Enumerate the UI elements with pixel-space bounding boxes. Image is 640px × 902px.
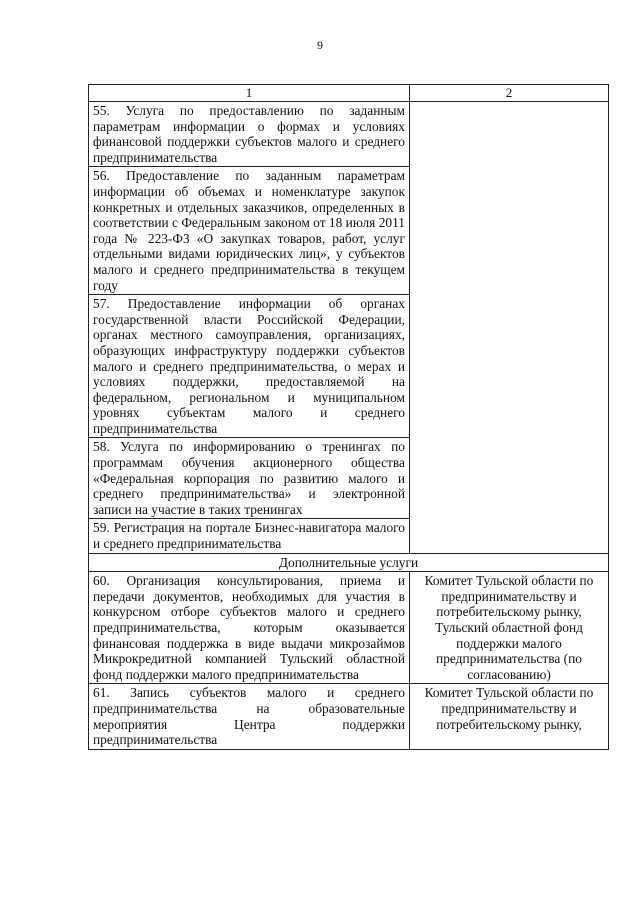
service-cell — [89, 102, 410, 167]
item-number: 58. — [93, 439, 110, 455]
services-table — [88, 84, 609, 750]
table-row — [89, 684, 609, 749]
item-text: Предоставление по заданным параметрам информации об объемах и номенклатуре закупок конкретных и отдельных заказчиков, определенных в соответствии с Федеральным законом от 18 июля 2011 года № 223-ФЗ «О закупках товаров, работ, услуг отдельными видами юридических лиц», у субъектов малого и среднего предпринимательства в текущем году — [93, 168, 405, 293]
item-number: 60. — [93, 573, 110, 589]
item-text: Услуга по информированию о тренингах по программам обучения акционерного общества «Федеральная корпорация по развитию малого и среднего предпринимательства» и электронной записи на участие в таких тренингах — [93, 439, 405, 517]
item-number: 61. — [93, 685, 110, 701]
item-text: Услуга по предоставлению по заданным параметрам информации о формах и условиях финансовой поддержки субъектов малого и среднего предпринимательства — [93, 103, 405, 165]
item-text: Организация консультирования, приема и передачи документов, необходимых для участия в конкурсном отборе субъектов малого и среднего предпринимательства, которым оказывается финансовая поддержка в виде выдачи микрозаймов Микрокредитной компанией Тульский областной фонд поддержки малого предпринимательства — [93, 573, 405, 682]
service-cell — [89, 295, 410, 438]
section-header-row — [89, 553, 609, 572]
item-number: 59. — [93, 520, 110, 536]
table-header-row — [89, 85, 609, 102]
column-header-2: 2 — [410, 85, 609, 102]
page-number: 9 — [317, 38, 323, 52]
authority-cell: Комитет Тульской области по предпринимательству и потребительскому рынку, — [410, 684, 609, 749]
item-text: Регистрация на портале Бизнес-навигатора малого и среднего предпринимательства — [93, 520, 405, 552]
section-title: Дополнительные услуги — [89, 553, 609, 572]
item-number: 57. — [93, 296, 110, 312]
table-row — [89, 572, 609, 684]
authority-cell-empty — [410, 102, 609, 554]
column-header-1: 1 — [89, 85, 410, 102]
item-text: Предоставление информации об органах государственной власти Российской Федерации, органах местного самоуправления, организациях, образующих инфраструктуру поддержки субъектов малого и среднего предпринимательства, о мерах и условиях поддержки, предоставляемой на федеральном, региональном и муниципальном уровнях субъектам малого и среднего предпринимательства — [93, 296, 405, 436]
item-number: 55. — [93, 103, 110, 118]
service-cell — [89, 167, 410, 295]
service-cell — [89, 438, 410, 519]
item-number: 56. — [93, 168, 110, 184]
service-cell — [89, 684, 410, 749]
item-text: Запись субъектов малого и среднего предпринимательства на образовательные мероприятия Центра поддержки предпринимательства — [93, 685, 405, 748]
table-row — [89, 102, 609, 167]
service-cell — [89, 572, 410, 684]
authority-cell: Комитет Тульской области по предпринимательству и потребительскому рынку, Тульский областной фонд поддержки малого предпринимательства (по согласованию) — [410, 572, 609, 684]
service-cell — [89, 519, 410, 553]
